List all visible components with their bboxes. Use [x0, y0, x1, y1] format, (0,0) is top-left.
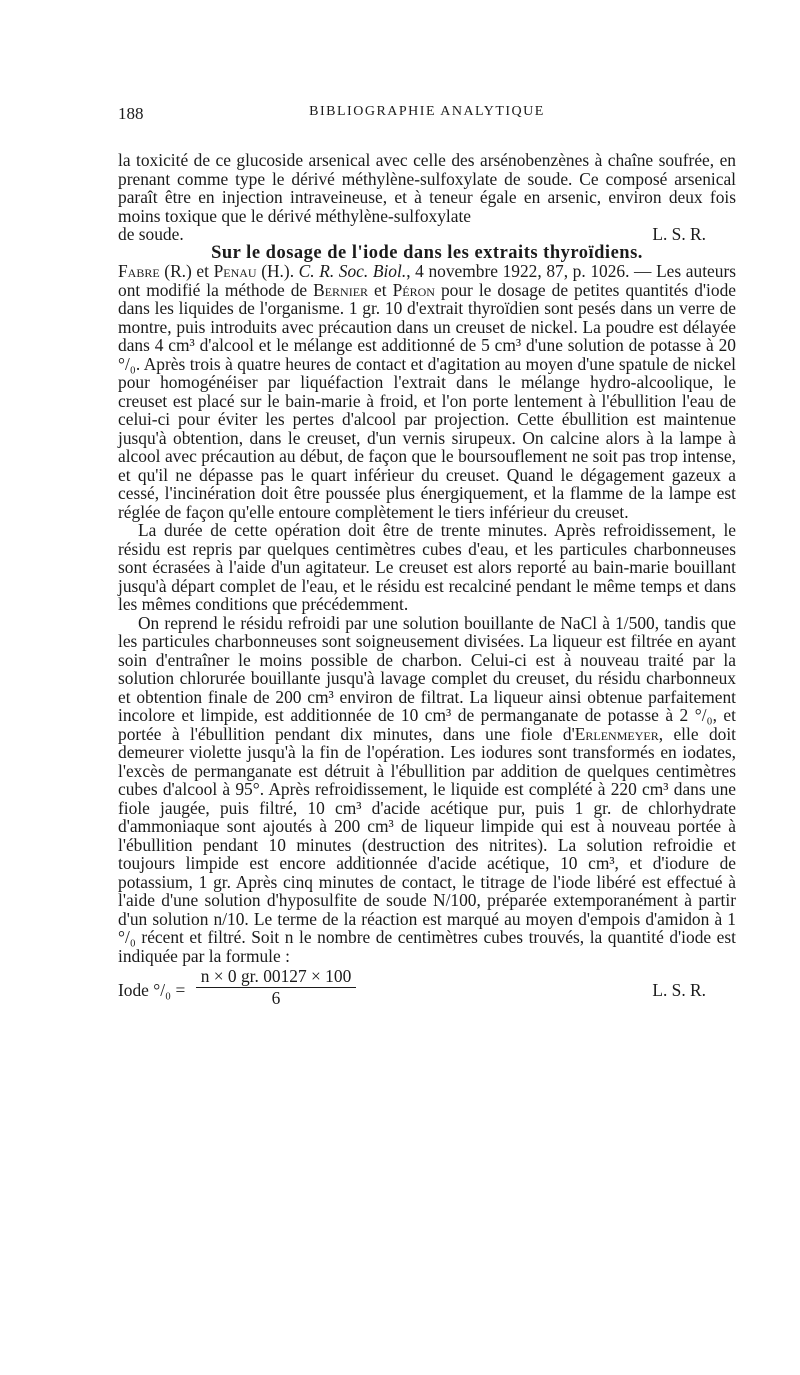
paragraph-2: La durée de cette opération doit être de trente minutes. Après refroidissement, le résidu est repris par quelques centimètres cubes d'eau, et les particules charbonneuses sont écrasées à l'aide d'un agitateur. Le creuset est alors reporté au bain-marie bouillant jusqu'à départ complet de l'eau, et le résidu est recalciné pendant le même temps et dans les mêmes conditions que précédemment. — [118, 520, 736, 614]
previous-abstract-continuation: la toxicité de ce glucoside arsenical avec celle des arsénobenzènes à chaîne soufrée, en prenant comme type le dérivé méthylène-sulfoxylate de soude. Ce composé arsenical paraît être en injection intraveineuse, et à teneur égale en arsenic, environ deux fois moins toxique que le dérivé méthylène-sulfoxylate — [118, 150, 736, 226]
previous-abstract-signature: L. S. R. — [652, 224, 706, 244]
citation-details: , 4 novembre 1922, 87, p. 1026. — — [406, 261, 657, 281]
formula-fraction — [196, 967, 356, 1007]
author-ref-peron: Péron — [392, 279, 435, 300]
running-head: BIBLIOGRAPHIE ANALYTIQUE — [309, 104, 545, 119]
page-header — [118, 100, 736, 126]
erlenmeyer-ref — [575, 724, 659, 744]
article-signature: L. S. R. — [652, 980, 706, 1000]
paragraph-3-part-a: On reprend le résidu refroidi par une solution bouillante de NaCl à 1/500, tandis que les particules charbonneuses sont soigneusement divisées. La liqueur est filtrée en ayant soin d'entraîner le moins possible de charbon. Celui-ci est à nouveau traité par la solution chlorurée bouillante jusqu'à lavage complet du creuset, du résidu charbonneux et obtention finale de 200 cm³ environ de filtrat. La liqueur ainsi obtenue parfaitement incolore et limpide, est additionnée de 10 cm³ de permanganate de potasse à 2 °/₀, et portée à l'ébullition pendant dix minutes, dans une fiole d' — [118, 612, 736, 744]
paragraph-1-part-a: Les auteurs ont modifié la méthode de — [118, 261, 736, 300]
previous-abstract-text — [118, 151, 736, 225]
author-1-initials: (R.) et — [159, 261, 214, 281]
page-number: 188 — [118, 104, 144, 123]
paragraph-3-part-b: , elle doit demeurer violette jusqu'à la fin de l'opération. Les iodures sont transformés en iodates, l'excès de permanganate est détruit à l'ébullition par addition de quelques centimètres cubes d'alcool à 95°. Après refroidissement, le liquide est complété à 220 cm³ dans une fiole jaugée, puis filtré, 10 cm³ d'acide acétique pur, puis 1 gr. de chlorhydrate d'ammoniaque sont ajoutés à 200 cm³ de liqueur limpide qui est à nouveau portée à l'ébullition pendant 10 minutes (destruction des nitrites). La solution refroidie et toujours limpide est encore additionnée d'acide acétique, 10 cm³, et d'iodure de potassium, 1 gr. Après cinq minutes de contact, le titrage de l'iode libéré est effectué à l'aide d'une solution d'hyposulfite de soude N/100, préparée extemporanément à partir d'un solution n/10. Le terme de la réaction est marqué au moyen d'empois d'amidon à 1 °/₀ récent et filtré. Soit n le nombre de centimètres cubes trouvés, la quantité d'iode est indiquée par la formule : — [118, 723, 737, 966]
formula-denominator: 6 — [271, 987, 281, 1008]
iodine-formula — [118, 967, 736, 1013]
paragraph-1-part-c: pour le dosage de petites quantités d'iode dans les liquides de l'organisme. 1 gr. 10 d'extrait thyroïdien sont pesés dans un verre de montre, puis introduits avec précaution dans un creuset de nickel. La poudre est délayée dans 4 cm³ d'alcool et le mélange est additionné de 5 cm³ d'une solution de potasse à 20 °/₀. Après trois à quatre heures de contact et d'agitation au moyen d'une spatule de nickel pour homogénéiser par liquéfaction l'extrait dans le mélange hydro-alcoolique, le creuset est placé sur le bain-marie à froid, et l'on porte lentement à l'ébullition l'eau de celui-ci pour éviter les pertes d'alcool par projection. Cette ébullition est maintenue jusqu'à obtention, dans le creuset, d'un vernis sirupeux. On calcine alors à la lampe à alcool avec précaution au début, de façon que le boursouflement ne soit pas trop intense, et qu'il ne dépasse pas le quart inférieur du creuset. Quand le dégagement gazeux a cessé, l'incinération doit être poussée plus énergiquement, et la flamme de la lampe est réglée de façon qu'elle entoure complètement le tiers inférieur du creuset. — [118, 279, 736, 522]
journal-name: C. R. Soc. Biol. — [298, 261, 407, 281]
previous-abstract-last-line: de soude. — [118, 224, 184, 244]
author-2-initials: (H.). — [256, 261, 299, 281]
formula-numerator: n × 0 gr. 00127 × 100 — [196, 967, 356, 988]
author-2: Penau — [213, 261, 257, 281]
page-body — [118, 151, 736, 1013]
paragraph-1-part-b: et — [368, 279, 393, 300]
paragraph-3 — [118, 614, 736, 966]
formula-lhs: Iode °/₀ = — [118, 980, 186, 1000]
erlenmeyer-name: Erlenmeyer — [574, 723, 659, 744]
article-citation-paragraph — [118, 262, 736, 521]
author-ref-bernier: Bernier — [313, 279, 369, 300]
previous-abstract-end — [118, 225, 736, 244]
author-1: Fabre — [118, 261, 160, 281]
article-title: Sur le dosage de l'iode dans les extraits thyroïdiens. — [211, 242, 643, 263]
